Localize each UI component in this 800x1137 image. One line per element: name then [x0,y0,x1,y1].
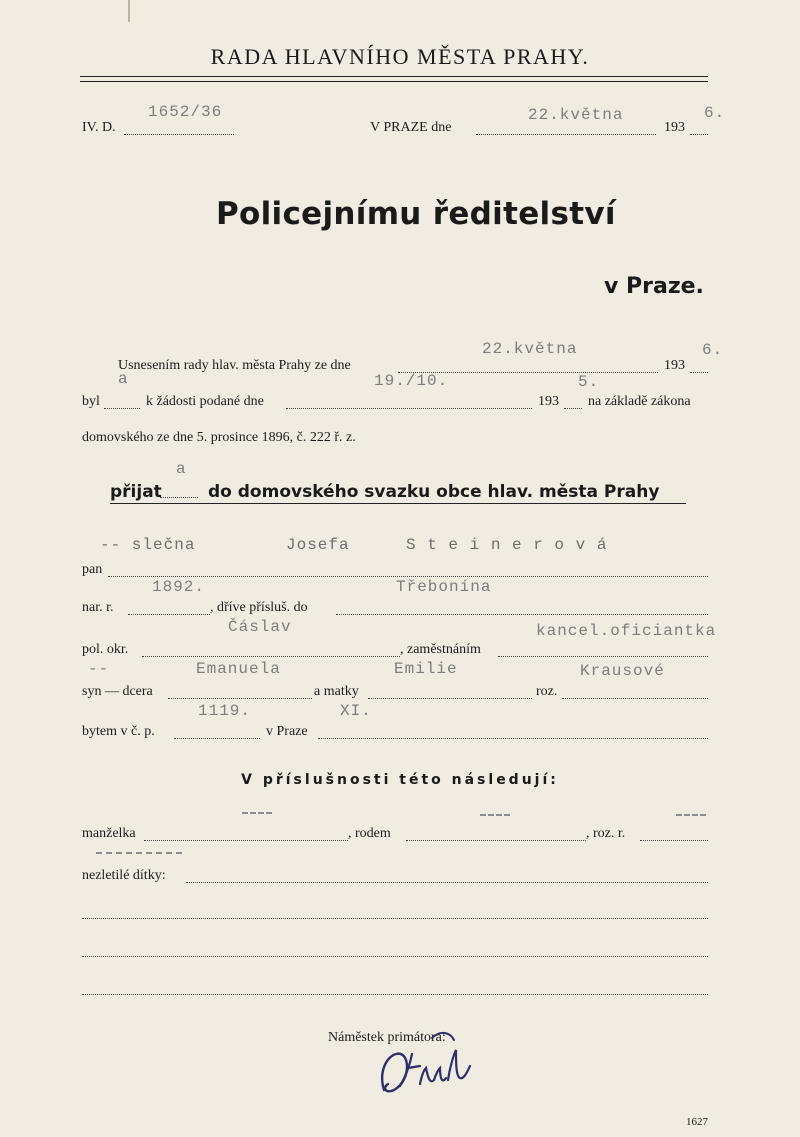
date-typed: 22.května [528,106,624,124]
child-label: syn — dcera [82,684,153,699]
birth-label: nar. r. [82,600,114,615]
request-year-prefix: 193 [538,394,559,409]
mother-label: a matky [314,684,359,699]
request-year-suffix: 5. [578,373,600,391]
mother-line [368,698,532,699]
district: Čáslav [228,618,292,636]
house-line [174,738,260,739]
occupation-label: , zaměstnáním [400,642,481,657]
year-suffix: 6. [704,104,726,122]
father-line [168,698,312,699]
birth-year-dash [676,814,706,816]
prague-line [318,738,708,739]
page-number: 1627 [686,1116,708,1128]
byl-suffix: a [118,370,129,388]
child-typed: -- [88,660,110,678]
prijat-suffix-line [160,497,198,498]
name-line [108,576,708,577]
maiden-label: roz. [536,684,558,699]
children-line-3 [82,956,708,957]
request-label: k žádosti podané dne [146,394,264,409]
children-line-1 [186,882,708,883]
occupation-line [498,656,708,657]
council-title: RADA HLAVNÍHO MĚSTA PRAHY. [210,44,590,69]
surname: S t e i n e r o v á [406,536,608,554]
year-prefix: 193 [664,120,685,135]
prijat-suffix: a [176,460,187,478]
request-year-line [564,408,582,409]
father-name: Emanuela [196,660,281,678]
paper-fold-mark [128,0,130,22]
admission-text: do domovského svazku obce hlav. města Prahy [208,482,660,502]
header-double-rule [80,76,708,82]
district-line [142,656,400,657]
resolution-year-line [690,372,708,373]
signature-label: Náměstek primátora: [328,1030,446,1045]
first-name: Josefa [286,536,350,554]
house-number: 1119. [198,702,252,720]
resolution-year-suffix: 6. [702,341,724,359]
prague-label: v Praze [266,724,308,739]
birth-line [128,614,210,615]
born-dash [480,814,510,816]
year-line [690,134,708,135]
born-label: , rodem [348,826,391,841]
admission-underline [110,503,686,504]
followers-heading: V příslušnosti této následují: [241,772,559,788]
born-line [406,840,586,841]
date-line [476,134,656,135]
byl-label: byl [82,394,100,409]
handwritten-signature [370,1024,480,1100]
pan-typed-prefix: -- slečna [100,536,196,554]
request-date-line [286,408,532,409]
resolution-label: Usnesením rady hlav. města Prahy ze dne [118,358,351,373]
request-date: 19./10. [374,372,449,390]
birth-year-line [640,840,708,841]
prev-place: Třebonína [396,578,492,596]
pan-label: pan [82,562,103,577]
law-line2: domovského ze dne 5. prosince 1896, č. 222 ř. z. [82,430,356,445]
birth-year-label: , roz. r. [586,826,626,841]
district-prague: XI. [340,702,372,720]
district-label: pol. okr. [82,642,129,657]
resolution-date: 22.května [482,340,578,358]
children-label: nezletilé dítky: [82,868,166,883]
birth-year: 1892. [152,578,206,596]
wife-label: manželka [82,826,136,841]
law-label: na základě zákona [588,394,691,409]
ref-number-line [124,134,234,135]
children-line-4 [82,994,708,995]
occupation: kancel.oficiantka [536,622,717,640]
wife-line [144,840,348,841]
mother-name: Emilie [394,660,458,678]
maiden-line [562,698,708,699]
wife-dash [242,812,272,814]
prev-label: , dříve přísluš. do [210,600,308,615]
children-dash [96,852,182,854]
addressee-line2: v Praze. [604,274,704,299]
addressee-line1: Policejnímu ředitelství [216,196,616,232]
byl-line [104,408,140,409]
address-label: bytem v č. p. [82,724,155,739]
prev-line [336,614,708,615]
place-label: V PRAZE dne [370,120,452,135]
ref-number: 1652/36 [148,103,223,121]
prijat-label: přijat [110,482,162,502]
ref-prefix: IV. D. [82,120,116,135]
resolution-year-prefix: 193 [664,358,685,373]
children-line-2 [82,918,708,919]
maiden-name: Krausové [580,662,665,680]
